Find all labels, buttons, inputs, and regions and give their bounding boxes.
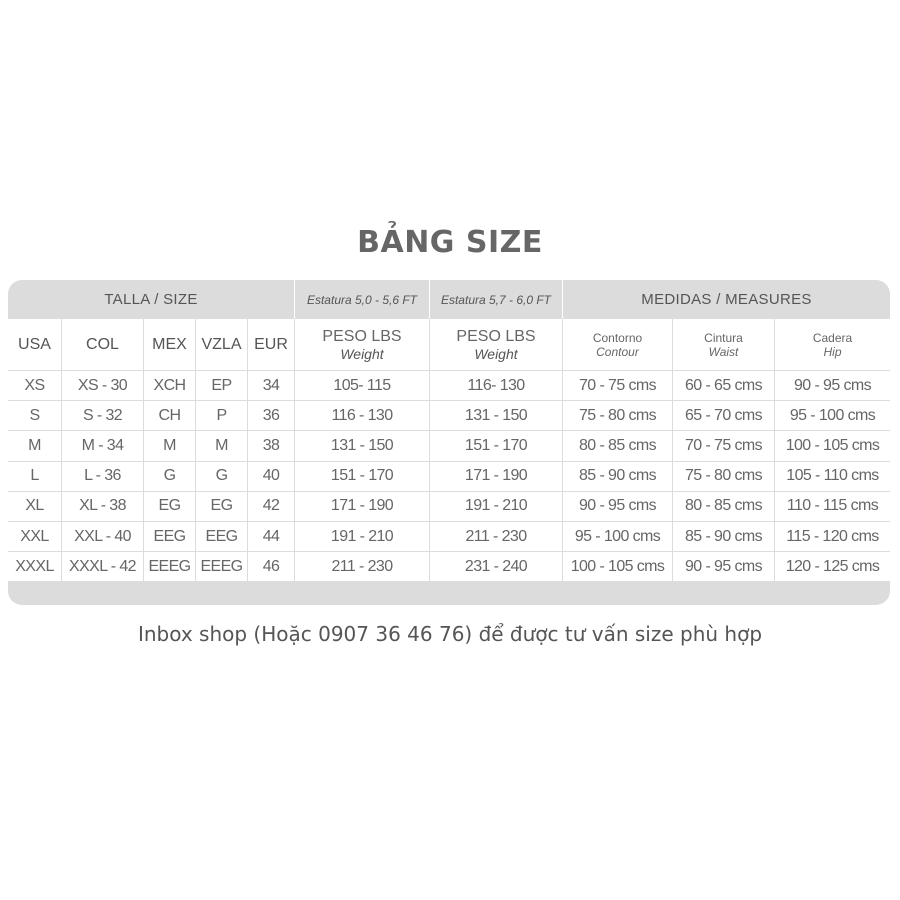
table-cell: [429, 431, 562, 460]
column-header-mex: [143, 319, 195, 370]
table-cell: [61, 552, 143, 581]
table-cell: [429, 552, 562, 581]
page-title: BẢNG SIZE: [357, 225, 543, 260]
table-cell-value: 90 - 95 cms: [794, 376, 871, 394]
table-cell: [195, 462, 247, 491]
table-cell: [429, 401, 562, 430]
table-cell: [672, 462, 774, 491]
group-estatura-2-label: Estatura 5,7 - 6,0 FT: [440, 292, 552, 307]
table-cell-value: 90 - 95 cms: [579, 497, 656, 515]
table-cell: [562, 522, 672, 551]
column-header-mex-label: MEX: [152, 335, 187, 353]
column-header-contorno-sub: Contour: [596, 344, 639, 359]
group-medidas-measures-label: MEDIDAS / MEASURES: [641, 291, 812, 308]
table-cell: [294, 431, 429, 460]
table-cell: [247, 522, 294, 551]
table-cell-value: L: [30, 467, 39, 485]
table-cell: [143, 431, 195, 460]
table-cell: [8, 492, 61, 521]
table-cell-value: 120 - 125 cms: [785, 557, 880, 575]
table-cell-value: 115 - 120 cms: [786, 527, 879, 545]
table-cell-value: 95 - 100 cms: [574, 527, 661, 545]
table-cell-value: EEEG: [148, 557, 191, 575]
table-cell-value: 116 - 130: [331, 406, 393, 424]
table-cell: [672, 431, 774, 460]
table-cell: [774, 371, 890, 400]
table-cell: [562, 552, 672, 581]
table-cell-value: XL: [25, 497, 44, 515]
column-header-cintura: [672, 319, 774, 370]
table-cell: [774, 462, 890, 491]
table-cell-value: 131 - 150: [330, 436, 394, 454]
table-cell: [61, 462, 143, 491]
table-cell-value: 75 - 80 cms: [685, 467, 762, 485]
table-cell-value: 70 - 75 cms: [579, 376, 656, 394]
table-cell-value: 116- 130: [467, 376, 525, 394]
table-cell-value: 70 - 75 cms: [685, 436, 762, 454]
table-cell-value: 80 - 85 cms: [685, 497, 762, 515]
table-cell: [429, 371, 562, 400]
table-cell-value: XXL - 40: [74, 527, 131, 545]
table-cell: [774, 552, 890, 581]
table-cell-value: EEG: [205, 527, 238, 545]
column-header-vzla-label: VZLA: [201, 335, 242, 353]
table-cell-value: 34: [262, 376, 280, 394]
table-cell: [294, 401, 429, 430]
table-cell-value: 38: [262, 436, 280, 454]
table-cell: [294, 492, 429, 521]
table-cell-value: S: [29, 406, 40, 424]
table-cell: [8, 522, 61, 551]
table-cell: [294, 522, 429, 551]
table-cell: [195, 522, 247, 551]
table-cell: [143, 401, 195, 430]
table-cell: [143, 462, 195, 491]
table-cell-value: M: [215, 436, 228, 454]
table-cell-value: CH: [158, 406, 181, 424]
table-cell: [61, 522, 143, 551]
table-cell-value: 40: [262, 467, 280, 485]
group-estatura-1-label: Estatura 5,0 - 5,6 FT: [306, 292, 418, 307]
table-cell-value: 85 - 90 cms: [579, 467, 656, 485]
table-cell: [562, 492, 672, 521]
table-cell-value: 105- 115: [333, 376, 391, 394]
column-header-col-label: COL: [86, 335, 119, 353]
table-cell-value: 171 - 190: [464, 467, 528, 485]
column-header-peso1: [294, 319, 429, 370]
table-cell: [143, 492, 195, 521]
table-cell: [195, 401, 247, 430]
table-cell-value: XS - 30: [77, 376, 128, 394]
table-cell-value: XCH: [153, 376, 186, 394]
table-cell: [195, 431, 247, 460]
table-cell-value: 211 - 230: [331, 557, 393, 575]
table-cell-value: 85 - 90 cms: [685, 527, 762, 545]
table-cell-value: 100 - 105 cms: [570, 557, 665, 575]
column-header-cintura-sub: Waist: [708, 344, 739, 359]
size-table-card: [8, 280, 890, 605]
table-cell: [429, 462, 562, 491]
table-cell-value: EG: [158, 497, 181, 515]
column-header-cadera-main: Cadera: [812, 330, 853, 345]
table-cell: [672, 492, 774, 521]
table-cell: [672, 401, 774, 430]
table-cell-value: 191 - 210: [464, 497, 528, 515]
group-talla-size: [8, 280, 294, 319]
table-cell-value: 211 - 230: [465, 527, 527, 545]
table-cell: [61, 431, 143, 460]
table-cell-value: XXL: [20, 527, 49, 545]
column-header-peso1-main: PESO LBS: [322, 327, 402, 345]
table-cell: [247, 492, 294, 521]
table-cell: [429, 522, 562, 551]
table-cell-value: 100 - 105 cms: [785, 436, 880, 454]
table-cell-value: 42: [262, 497, 280, 515]
table-cell: [8, 431, 61, 460]
table-cell-value: 131 - 150: [464, 406, 528, 424]
table-cell: [429, 492, 562, 521]
table-cell-value: 231 - 240: [464, 557, 528, 575]
table-cell: [562, 462, 672, 491]
table-cell-value: 151 - 170: [330, 467, 394, 485]
table-cell-value: 191 - 210: [330, 527, 394, 545]
table-cell: [8, 401, 61, 430]
table-cell-value: G: [163, 467, 176, 485]
table-cell: [247, 371, 294, 400]
column-header-peso1-sub: Weight: [340, 345, 384, 362]
table-cell-value: 75 - 80 cms: [579, 406, 656, 424]
table-cell: [774, 492, 890, 521]
table-cell-value: G: [215, 467, 228, 485]
column-header-eur: [247, 319, 294, 370]
table-cell: [672, 552, 774, 581]
table-cell: [774, 522, 890, 551]
table-cell-value: P: [216, 406, 227, 424]
table-cell-value: 80 - 85 cms: [579, 436, 656, 454]
table-cell-value: EEG: [153, 527, 186, 545]
table-cell: [61, 401, 143, 430]
table-cell-value: M - 34: [81, 436, 124, 454]
table-cell: [247, 431, 294, 460]
table-cell: [294, 552, 429, 581]
group-medidas-measures: [562, 280, 890, 319]
column-header-vzla: [195, 319, 247, 370]
column-header-contorno-main: Contorno: [592, 330, 643, 345]
table-cell-value: 36: [262, 406, 280, 424]
table-cell-value: EEEG: [200, 557, 243, 575]
table-cell: [672, 371, 774, 400]
table-cell-value: 95 - 100 cms: [789, 406, 876, 424]
footer-note: Inbox shop (Hoặc 0907 36 46 76) để được tư vấn size phù hợp: [137, 622, 763, 646]
table-cell-value: EG: [210, 497, 233, 515]
table-cell: [247, 552, 294, 581]
group-talla-size-label: TALLA / SIZE: [104, 291, 198, 308]
table-cell: [247, 462, 294, 491]
table-cell: [195, 492, 247, 521]
table-cell: [247, 401, 294, 430]
table-cell: [562, 431, 672, 460]
column-header-cadera-sub: Hip: [823, 344, 842, 359]
column-header-cintura-main: Cintura: [704, 330, 743, 345]
group-estatura-2: [429, 280, 562, 319]
column-header-col: [61, 319, 143, 370]
table-cell-value: EP: [211, 376, 232, 394]
table-cell: [143, 371, 195, 400]
table-cell: [195, 552, 247, 581]
column-header-usa-label: USA: [18, 335, 51, 353]
table-cell-value: 60 - 65 cms: [685, 376, 762, 394]
table-cell: [8, 462, 61, 491]
table-cell-value: M: [28, 436, 41, 454]
group-estatura-1: [294, 280, 429, 319]
table-cell: [562, 401, 672, 430]
table-cell-value: 90 - 95 cms: [685, 557, 762, 575]
table-cell-value: 151 - 170: [464, 436, 528, 454]
table-cell-value: XS: [24, 376, 45, 394]
column-header-peso2: [429, 319, 562, 370]
table-cell: [61, 492, 143, 521]
column-header-usa: [8, 319, 61, 370]
table-cell-value: 44: [262, 527, 280, 545]
table-cell: [672, 522, 774, 551]
table-cell-value: XXXL - 42: [69, 557, 136, 575]
table-cell: [774, 431, 890, 460]
table-cell-value: 105 - 110 cms: [786, 467, 879, 485]
table-cell-value: 171 - 190: [330, 497, 394, 515]
column-header-peso2-main: PESO LBS: [456, 327, 536, 345]
table-cell-value: XL - 38: [79, 497, 126, 515]
table-cell-value: 110 - 115 cms: [786, 497, 879, 515]
table-cell: [8, 371, 61, 400]
table-cell-value: M: [163, 436, 176, 454]
column-header-peso2-sub: Weight: [474, 345, 518, 362]
table-cell: [562, 371, 672, 400]
table-cell: [294, 371, 429, 400]
table-cell-value: S - 32: [82, 406, 123, 424]
table-cell: [143, 552, 195, 581]
column-header-cadera: [774, 319, 890, 370]
table-cell-value: L - 36: [84, 467, 121, 485]
column-header-eur-label: EUR: [254, 335, 288, 353]
table-cell: [143, 522, 195, 551]
table-cell-value: XXXL: [15, 557, 54, 575]
column-header-contorno: [562, 319, 672, 370]
table-cell-value: 46: [262, 557, 280, 575]
table-cell-value: 65 - 70 cms: [685, 406, 762, 424]
table-cell: [61, 371, 143, 400]
table-cell: [294, 462, 429, 491]
table-cell: [8, 552, 61, 581]
table-cell: [195, 371, 247, 400]
table-cell: [774, 401, 890, 430]
